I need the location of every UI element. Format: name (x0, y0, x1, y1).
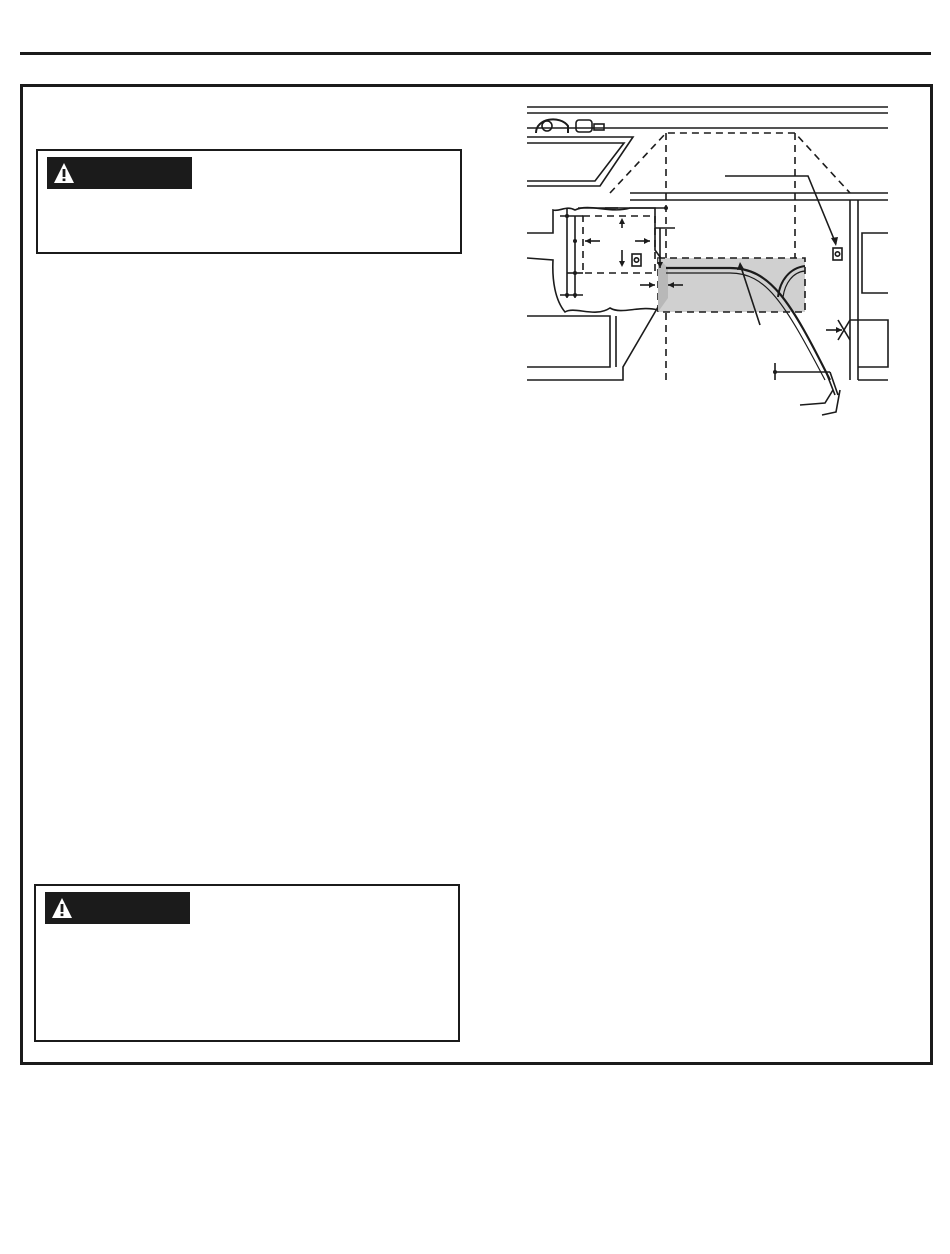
warning-label-bar (47, 157, 192, 189)
warning-box-top (36, 149, 462, 254)
warning-label-bar (45, 892, 190, 924)
installation-diagram (525, 100, 895, 425)
header-rule (20, 52, 931, 55)
warning-box-bottom (34, 884, 460, 1042)
warning-triangle-icon (53, 162, 75, 184)
warning-triangle-icon (51, 897, 73, 919)
